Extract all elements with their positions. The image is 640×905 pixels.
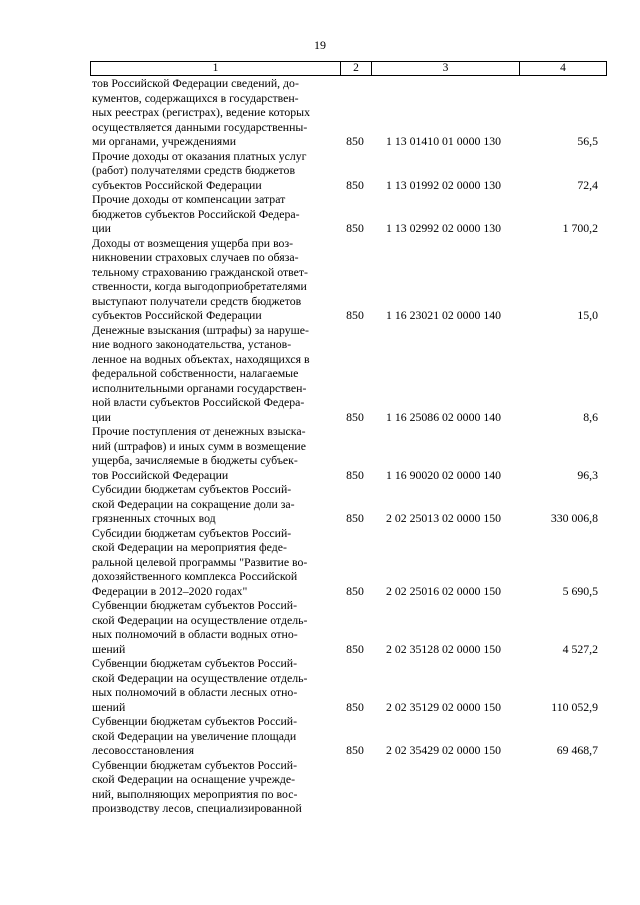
table-row: [90, 424, 602, 482]
row-amount: 4 527,2: [562, 641, 598, 656]
revenue-table-body: [90, 76, 602, 816]
row-admin-code: 850: [346, 641, 364, 656]
row-description: Доходы от возмещения ущерба при воз- никновении страховых случаев по обяза- тельному страхованию гражданской ответ- ственности, когда выгодоприобретателями выступают получатели средств бюджетов субъектов Российской Федерации: [92, 235, 308, 322]
row-admin-code: 850: [346, 308, 364, 322]
row-description: Субвенции бюджетам субъектов Россий- ской Федерации на оснащение учрежде- ний, выполняющих мероприятия по вос- производству лесов, специализированной: [92, 757, 302, 815]
row-amount: 69 468,7: [556, 743, 598, 757]
row-admin-code: 850: [346, 177, 364, 192]
row-amount: 96,3: [577, 467, 598, 482]
row-description: Прочие доходы от компенсации затрат бюджетов субъектов Российской Федера- ции: [92, 192, 300, 235]
table-row: [90, 482, 602, 526]
row-description: Субсидии бюджетам субъектов Россий- ской Федерации на мероприятия феде- ральной целевой программы "Развитие во- дохозяйственного комплекса Российской Федерации в 2012–2020 годах": [92, 525, 308, 598]
row-admin-code: 850: [346, 409, 364, 424]
row-budget-code: 2 02 35129 02 0000 150: [386, 699, 502, 714]
row-budget-code: 1 13 01992 02 0000 130: [386, 177, 502, 192]
row-amount: 72,4: [577, 177, 598, 192]
row-budget-code: 1 16 25086 02 0000 140: [386, 409, 502, 424]
column-header-2: 2: [341, 62, 372, 76]
row-description: Субвенции бюджетам субъектов Россий- ской Федерации на увеличение площади лесовосстановления: [92, 714, 298, 757]
row-admin-code: 850: [346, 699, 364, 714]
row-description: Прочие поступления от денежных взыска- ний (штрафов) и иных сумм в возмещение ущерба, зачисляемые в бюджеты субъек- тов Российской Федерации: [92, 424, 306, 482]
row-budget-code: 2 02 25016 02 0000 150: [386, 583, 502, 598]
row-description: тов Российской Федерации сведений, до- кументов, содержащихся в государствен- ных реестрах (регистрах), ведение которых осуществляется данными государственны- ми органами, учреждениями: [92, 76, 311, 148]
row-budget-code: 1 16 90020 02 0000 140: [386, 467, 502, 482]
table-row: [90, 758, 602, 816]
table-row: [90, 714, 602, 758]
row-amount: 1 700,2: [562, 221, 598, 235]
row-description: Прочие доходы от оказания платных услуг (работ) получателями средств бюджетов субъектов Российской Федерации: [92, 148, 307, 192]
row-amount: 8,6: [583, 409, 598, 424]
row-amount: 5 690,5: [562, 583, 598, 598]
row-description: Субвенции бюджетам субъектов Россий- ской Федерации на осуществление отдель- ных полномочий в области лесных отно- шений: [92, 656, 308, 714]
table-row: [90, 323, 602, 425]
row-admin-code: 850: [346, 511, 364, 525]
row-amount: 330 006,8: [550, 511, 598, 525]
page-number: 19: [314, 38, 326, 52]
row-amount: 110 052,9: [551, 699, 598, 714]
row-admin-code: 850: [346, 583, 364, 598]
table-row: [90, 598, 602, 656]
row-budget-code: 2 02 35128 02 0000 150: [386, 641, 502, 656]
row-admin-code: 850: [346, 221, 364, 235]
column-header-1: 1: [91, 62, 341, 76]
table-row: [90, 236, 602, 323]
row-budget-code: 2 02 35429 02 0000 150: [386, 743, 502, 757]
row-budget-code: 2 02 25013 02 0000 150: [386, 511, 502, 525]
column-header-row: [91, 62, 607, 76]
row-admin-code: 850: [346, 743, 364, 757]
column-header-table: [90, 61, 607, 76]
column-header-3: 3: [372, 62, 520, 76]
row-amount: 56,5: [577, 134, 598, 148]
row-budget-code: 1 13 02992 02 0000 130: [386, 221, 502, 235]
table-row: [90, 149, 602, 193]
row-description: Субсидии бюджетам субъектов Россий- ской Федерации на сокращение доли за- грязненных сточных вод: [92, 482, 295, 525]
table-row: [90, 526, 602, 599]
row-amount: 15,0: [577, 308, 598, 322]
row-description: Денежные взыскания (штрафы) за наруше- ние водного законодательства, установ- ленное на водных объектах, находящихся в федеральной собственности, налагаемые исполнительными органами государствен- ной власти субъектов Российской Федера- ции: [92, 322, 310, 424]
column-header-4: 4: [520, 62, 607, 76]
row-budget-code: 1 16 23021 02 0000 140: [386, 308, 502, 322]
row-description: Субвенции бюджетам субъектов Россий- ской Федерации на осуществление отдель- ных полномочий в области водных отно- шений: [92, 598, 308, 656]
table-row: [90, 76, 602, 149]
row-budget-code: 1 13 01410 01 0000 130: [386, 134, 502, 148]
row-admin-code: 850: [346, 467, 364, 482]
row-admin-code: 850: [346, 134, 364, 148]
table-row: [90, 192, 602, 236]
table-row: [90, 656, 602, 714]
